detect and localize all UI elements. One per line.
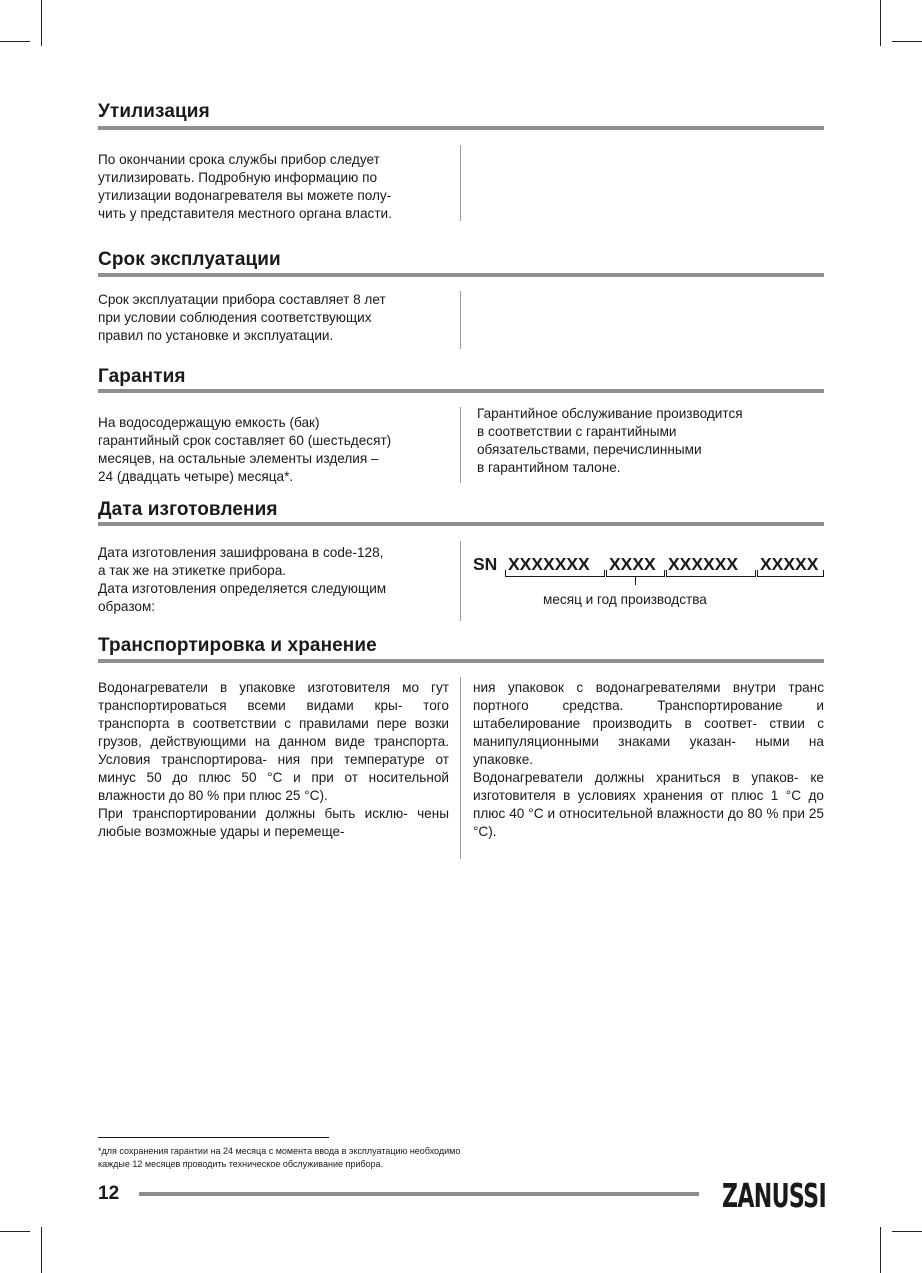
text-line: гарантийный срок составляет 60 (шестьдесят) [98, 433, 392, 448]
text-line: обязательствами, перечислинными [477, 442, 702, 457]
sn-segment: XXXXXXX [508, 554, 590, 574]
section-rule [98, 273, 824, 277]
section-rule [98, 389, 824, 393]
column-divider [460, 291, 461, 349]
sn-bracket [757, 570, 824, 577]
page-number: 12 [98, 1183, 120, 1204]
sn-label: SN [473, 554, 498, 574]
text-line: Дата изготовления зашифрована в code-128, [98, 545, 384, 560]
section-title-warranty: Гарантия [98, 366, 186, 387]
text-line: чить у представителя местного органа власти. [98, 206, 392, 221]
text-line: утилизации водонагревателя вы можете полу- [98, 188, 392, 203]
manufacture-date-text [98, 544, 450, 616]
text-line: По окончании срока службы прибор следует [98, 152, 380, 167]
service-life-text [98, 291, 450, 345]
crop-mark [880, 0, 881, 46]
crop-mark [892, 41, 922, 42]
text-line: образом: [98, 599, 156, 614]
text-line: в соответствии с гарантийными [477, 424, 677, 439]
column-divider [460, 145, 461, 221]
text-line: Срок эксплуатации прибора составляет 8 лет [98, 292, 386, 307]
zanussi-logo [722, 1176, 826, 1215]
text-line: Гарантийное обслуживание производится [477, 406, 743, 421]
warranty-right-text [477, 405, 824, 477]
column-divider [460, 677, 461, 859]
text-line: 24 (двадцать четыре) месяца*. [98, 469, 294, 484]
text-line: На водосодержащую емкость (бак) [98, 415, 320, 430]
sn-bracket [666, 570, 756, 577]
column-divider [460, 541, 461, 621]
sn-caption: месяц и год производства [543, 592, 707, 607]
brand-wordmark: ZANUSSI [722, 1176, 826, 1215]
text-line: утилизировать. Подробную информацию по [98, 170, 378, 185]
paragraph: ния упаковок с водонагревателями внутри транс портного средства. Транспортирование и штабелирование производить в соответ- ствии с манипуляционными знаками указан- ными на упаковке. [473, 680, 824, 767]
footnote-rule [98, 1137, 329, 1138]
section-title-disposal: Утилизация [98, 101, 210, 122]
text-line: а так же на этикетке прибора. [98, 563, 287, 578]
footer-rule [139, 1192, 699, 1196]
text-line: Дата изготовления определяется следующим [98, 581, 387, 596]
sn-bracket [505, 570, 605, 577]
section-rule [98, 659, 824, 663]
paragraph: При транспортировании должны быть исклю- чены любые возможные удары и перемеще- [98, 806, 449, 839]
transport-left-text [98, 679, 449, 841]
footnote-line: *для сохранения гарантии на 24 месяца с момента ввода в эксплуатацию необходимо [98, 1146, 461, 1156]
section-rule [98, 126, 824, 130]
sn-segment: XXXXX [760, 554, 819, 574]
crop-mark [41, 0, 42, 46]
sn-segment: XXXXXX [668, 554, 739, 574]
crop-mark [880, 1227, 881, 1273]
transport-right-text [473, 679, 824, 841]
footnote-line: каждые 12 месяцев проводить техническое обслуживание прибора. [98, 1159, 384, 1169]
footnote [98, 1145, 618, 1171]
warranty-left-text [98, 414, 450, 486]
paragraph: Водонагреватели в упаковке изготовителя мо гут транспортироваться всеми видами кры- того транспорта в соответствии с правилами пере возки грузов, действующими на данном виде транспорта. Условия транспортирова- ния при температуре от минус 50 до плюс 50 °С и при от носительной влажности до 80 % при плюс 25 °С). [98, 680, 449, 803]
text-line: правил по установке и эксплуатации. [98, 328, 334, 343]
sn-segment: XXXX [609, 554, 656, 574]
text-line: в гарантийном талоне. [477, 460, 621, 475]
section-title-transport: Транспортировка и хранение [98, 635, 377, 656]
disposal-text [98, 151, 450, 223]
crop-mark [41, 1227, 42, 1273]
column-divider [460, 407, 461, 483]
section-title-service-life: Срок эксплуатации [98, 249, 281, 270]
crop-mark [0, 41, 30, 42]
paragraph: Водонагреватели должны храниться в упаков- ке изготовителя в условиях хранения от плюс 1 °С до плюс 40 °С и относительной влажности до 80 % при 25 °С). [473, 770, 824, 839]
section-title-manufacture-date: Дата изготовления [98, 499, 278, 520]
crop-mark [892, 1231, 922, 1232]
text-line: при условии соблюдения соответствующих [98, 310, 372, 325]
section-rule [98, 522, 824, 526]
sn-pointer [635, 576, 636, 585]
text-line: месяцев, на остальные элементы изделия – [98, 451, 379, 466]
crop-mark [0, 1231, 30, 1232]
